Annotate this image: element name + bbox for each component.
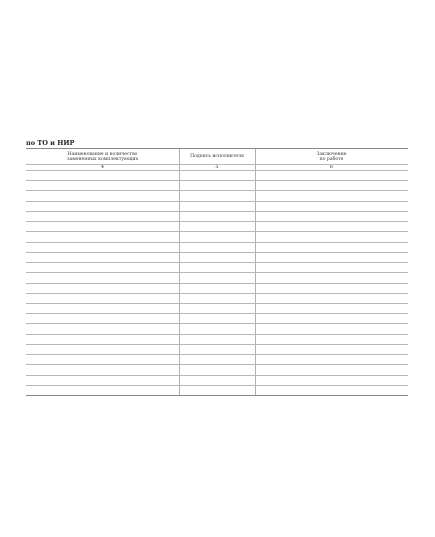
table-row: [26, 364, 408, 365]
column-header-line: Заключение: [316, 151, 347, 157]
column-header-signature: [179, 150, 255, 164]
column-number: 4: [100, 164, 105, 170]
table-row: [26, 395, 408, 396]
record-table: [26, 148, 408, 395]
number-row-rule: [26, 170, 408, 171]
table-row: [26, 354, 408, 355]
table-row: [26, 313, 408, 314]
table-row: [26, 293, 408, 294]
table-row: [26, 201, 408, 202]
section-title: по ТО и НИР: [26, 139, 75, 147]
column-header-conclusion: [255, 150, 408, 164]
table-row: [26, 231, 408, 232]
table-row: [26, 334, 408, 335]
table-row: [26, 272, 408, 273]
column-header-components: [26, 150, 179, 164]
table-row: [26, 303, 408, 304]
table-row: [26, 344, 408, 345]
table-row: [26, 190, 408, 191]
table-row: [26, 180, 408, 181]
table-row: [26, 375, 408, 376]
column-header-line: Наименование и количество: [67, 151, 138, 157]
column-header-line: замененных комплектующих: [66, 157, 139, 162]
header-rule: [26, 164, 408, 165]
table-top-rule: [26, 148, 408, 149]
column-number: 5: [215, 164, 219, 170]
table-row: [26, 252, 408, 253]
table-row: [26, 221, 408, 222]
table-row: [26, 242, 408, 243]
table-row: [26, 385, 408, 386]
column-number: 6: [329, 164, 334, 170]
column-header-line: Подпись исполнителя: [190, 154, 244, 160]
table-row: [26, 283, 408, 284]
table-row: [26, 211, 408, 212]
table-row: [26, 323, 408, 324]
table-row: [26, 262, 408, 263]
column-header-line: по работе: [319, 157, 344, 162]
